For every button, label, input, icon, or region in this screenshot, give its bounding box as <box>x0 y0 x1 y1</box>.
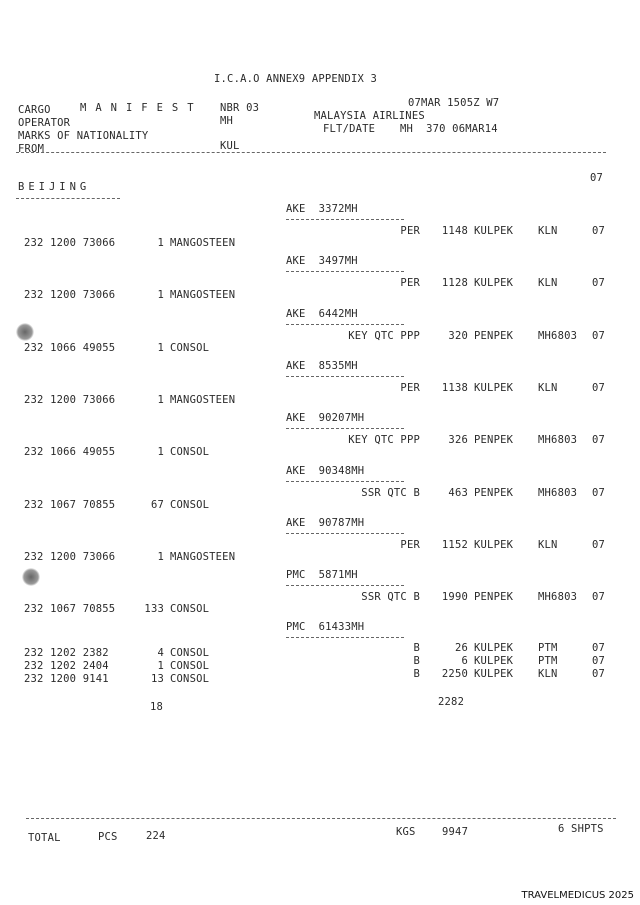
weight-kgs: 463 <box>448 486 468 499</box>
agent-code: KLN <box>538 277 558 290</box>
operator-label: OPERATOR <box>18 117 71 129</box>
handling-code: SSR QTC B <box>361 591 420 604</box>
piece-count: 4 <box>157 647 164 660</box>
from-label: FROM <box>18 143 45 155</box>
goods-description: CONSOL <box>170 341 210 354</box>
uld-underline <box>286 324 404 325</box>
document-title: I.C.A.O ANNEX9 APPENDIX 3 <box>214 73 378 85</box>
uld-label: AKE 3497MH <box>286 255 358 268</box>
goods-description: CONSOL <box>170 446 210 459</box>
weight-kgs: 1148 <box>441 225 468 237</box>
weight-kgs: 320 <box>448 329 468 342</box>
handling-code: KEY QTC PPP <box>348 434 420 447</box>
destination-column: 07 <box>592 329 606 342</box>
uld-underline <box>286 637 404 638</box>
route-code: KULPEK <box>474 381 514 394</box>
piece-count: 1 <box>157 446 164 459</box>
flt-date-label: FLT/DATE <box>323 123 376 135</box>
destination-column: 07 <box>592 591 606 604</box>
route-code: PENPEK <box>474 434 514 447</box>
weight-kgs: 1990 <box>441 591 468 604</box>
hole-punch-mark <box>16 323 34 341</box>
route-code: KULPEK <box>474 642 514 655</box>
total-shipments: 6 SHPTS <box>558 823 604 835</box>
awb-number: 232 1066 49055 <box>24 341 116 354</box>
subtotal-kgs: 2282 <box>438 696 465 708</box>
destination-underline <box>16 198 120 199</box>
uld-underline <box>286 585 404 586</box>
destination-column: 07 <box>592 668 606 681</box>
handling-code: SSR QTC B <box>361 486 420 499</box>
airline-name: MALAYSIA AIRLINES <box>314 110 425 122</box>
handling-code: KEY QTC PPP <box>348 329 420 342</box>
piece-count: 1 <box>157 660 164 673</box>
nbr-value: NBR 03 <box>220 102 260 114</box>
subtotal-pcs: 18 <box>150 701 164 713</box>
uld-underline <box>286 376 404 377</box>
destination-column: 07 <box>592 225 606 237</box>
uld-label: PMC 5871MH <box>286 569 358 582</box>
piece-count: 13 <box>150 673 164 686</box>
piece-count: 67 <box>150 498 164 511</box>
weight-kgs: 26 <box>454 642 468 655</box>
from-code: KUL <box>220 140 240 152</box>
uld-label: AKE 90787MH <box>286 516 365 529</box>
handling-code: B <box>413 668 420 681</box>
awb-number: 232 1202 2404 <box>24 660 109 673</box>
route-code: KULPEK <box>474 538 514 551</box>
manifest-datetime: 07MAR 1505Z W7 <box>408 97 500 109</box>
uld-label: PMC 61433MH <box>286 621 365 634</box>
awb-number: 232 1200 73066 <box>24 237 116 249</box>
goods-description: CONSOL <box>170 673 210 686</box>
marks-of-nationality-label: MARKS OF NATIONALITY <box>18 130 149 142</box>
awb-number: 232 1067 70855 <box>24 603 116 616</box>
destination-column: 07 <box>592 538 606 551</box>
destination-column: 07 <box>592 434 606 447</box>
awb-number: 232 1066 49055 <box>24 446 116 459</box>
totals-divider <box>26 818 616 819</box>
weight-kgs: 326 <box>448 434 468 447</box>
manifest-label: MANIFEST <box>80 102 203 114</box>
destination-column: 07 <box>592 277 606 290</box>
flt-date-value: MH 370 06MAR14 <box>400 123 498 135</box>
piece-count: 1 <box>157 550 164 563</box>
goods-description: MANGOSTEEN <box>170 393 236 406</box>
uld-label: AKE 8535MH <box>286 359 358 372</box>
awb-number: 232 1067 70855 <box>24 498 116 511</box>
handling-code: PER <box>400 225 420 237</box>
operator-code: MH <box>220 115 234 127</box>
agent-code: MH6803 <box>538 591 578 604</box>
route-code: KULPEK <box>474 655 514 668</box>
goods-description: CONSOL <box>170 603 210 616</box>
route-code: PENPEK <box>474 486 514 499</box>
goods-description: MANGOSTEEN <box>170 237 236 249</box>
total-kgs-label: KGS <box>396 826 416 838</box>
piece-count: 133 <box>144 603 164 616</box>
route-code: KULPEK <box>474 225 514 237</box>
destination-name: BEIJING <box>18 181 91 193</box>
uld-underline <box>286 428 404 429</box>
destination-column: 07 <box>592 655 606 668</box>
total-pcs-value: 224 <box>146 830 166 842</box>
uld-label: AKE 90348MH <box>286 464 365 477</box>
uld-label: AKE 3372MH <box>286 203 358 215</box>
handling-code: B <box>413 642 420 655</box>
handling-code: PER <box>400 381 420 394</box>
uld-underline <box>286 219 404 220</box>
goods-description: CONSOL <box>170 498 210 511</box>
goods-description: CONSOL <box>170 647 210 660</box>
agent-code: MH6803 <box>538 434 578 447</box>
agent-code: KLN <box>538 538 558 551</box>
route-code: KULPEK <box>474 668 514 681</box>
uld-label: AKE 90207MH <box>286 412 365 425</box>
route-code: KULPEK <box>474 277 514 290</box>
awb-number: 232 1200 73066 <box>24 393 116 406</box>
total-pcs-label: PCS <box>98 831 118 843</box>
handling-code: PER <box>400 277 420 290</box>
agent-code: PTM <box>538 655 558 668</box>
total-kgs-value: 9947 <box>442 826 469 838</box>
agent-code: MH6803 <box>538 486 578 499</box>
awb-number: 232 1200 73066 <box>24 289 116 302</box>
weight-kgs: 2250 <box>441 668 468 681</box>
watermark-text: TRAVELMEDICUS 2025 <box>521 890 634 901</box>
hole-punch-mark <box>22 568 40 586</box>
uld-underline <box>286 481 404 482</box>
agent-code: KLN <box>538 381 558 394</box>
weight-kgs: 1128 <box>441 277 468 290</box>
goods-description: MANGOSTEEN <box>170 289 236 302</box>
agent-code: KLN <box>538 225 558 237</box>
route-code: PENPEK <box>474 591 514 604</box>
goods-description: CONSOL <box>170 660 210 673</box>
header-divider <box>16 152 606 153</box>
piece-count: 1 <box>157 237 164 249</box>
piece-count: 1 <box>157 341 164 354</box>
destination-code: 07 <box>590 172 604 184</box>
uld-label: AKE 6442MH <box>286 307 358 320</box>
destination-column: 07 <box>592 486 606 499</box>
agent-code: MH6803 <box>538 329 578 342</box>
total-label: TOTAL <box>28 832 61 844</box>
awb-number: 232 1202 2382 <box>24 647 109 660</box>
weight-kgs: 1138 <box>441 381 468 394</box>
piece-count: 1 <box>157 393 164 406</box>
agent-code: KLN <box>538 668 558 681</box>
awb-number: 232 1200 9141 <box>24 673 109 686</box>
uld-underline <box>286 271 404 272</box>
weight-kgs: 1152 <box>441 538 468 551</box>
uld-underline <box>286 533 404 534</box>
awb-number: 232 1200 73066 <box>24 550 116 563</box>
piece-count: 1 <box>157 289 164 302</box>
agent-code: PTM <box>538 642 558 655</box>
weight-kgs: 6 <box>461 655 468 668</box>
handling-code: B <box>413 655 420 668</box>
goods-description: MANGOSTEEN <box>170 550 236 563</box>
cargo-label: CARGO <box>18 104 51 116</box>
handling-code: PER <box>400 538 420 551</box>
route-code: PENPEK <box>474 329 514 342</box>
destination-column: 07 <box>592 642 606 655</box>
destination-column: 07 <box>592 381 606 394</box>
